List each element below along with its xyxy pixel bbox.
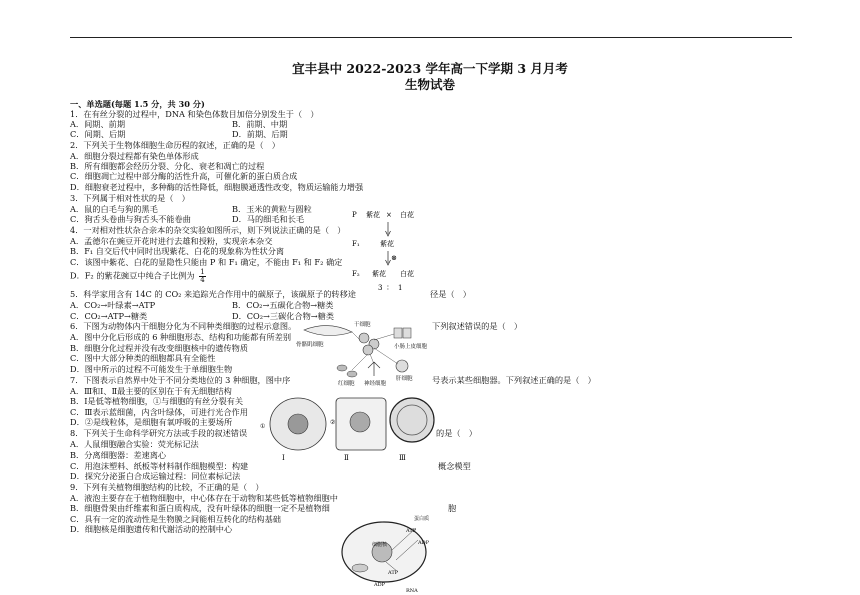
question-8-option-b: B．分离细胞器：差速离心 bbox=[70, 450, 167, 460]
label-neuron: 神经细胞 bbox=[364, 381, 387, 387]
question-4-option-b: B．F₁ 自交后代中同时出现紫花、白花的现象称为性状分离 bbox=[70, 246, 285, 256]
fraction-numerator: 1 bbox=[200, 268, 205, 276]
stem-cell-diagram bbox=[294, 318, 434, 388]
question-4-option-d-text: D．F₂ 的紫花豌豆中纯合子比例为 bbox=[70, 270, 195, 281]
question-5-stem-tail: 径是（ ） bbox=[430, 289, 471, 299]
question-9-option-d: D．细胞核是细胞遗传和代谢活动的控制中心 bbox=[70, 524, 233, 534]
label-protein: 蛋白质 bbox=[414, 516, 430, 522]
label-rna: RNA bbox=[406, 588, 418, 594]
label-cell-three: Ⅲ bbox=[399, 454, 406, 462]
cross-symbol: × bbox=[386, 211, 392, 219]
question-2-option-d: D．细胞衰老过程中，多种酶的活性降低，细胞膜通透性改变，物质运输能力增强 bbox=[70, 182, 364, 192]
question-6-option-c: C．图中大部分种类的细胞都具有全能性 bbox=[70, 353, 216, 363]
question-9-option-c: C．具有一定的流动性是生物膜之间能相互转化的结构基础 bbox=[70, 514, 281, 524]
question-3-stem: 3．下列属于相对性状的是（ ） bbox=[70, 193, 190, 203]
liver-cell bbox=[396, 360, 408, 372]
question-6-stem: 6．下图为动物体内干细胞分化为不同种类细胞的过程示意图。 bbox=[70, 321, 297, 331]
question-5-option-c: C．CO₂→ATP→糖类 bbox=[70, 311, 148, 321]
cell-one-nucleus bbox=[288, 414, 308, 434]
label-cell-one: Ⅰ bbox=[282, 454, 285, 462]
plant-cell-diagram bbox=[326, 510, 444, 594]
question-9-stem: 9．下列有关植物细胞结构的比较，不正确的是（ ） bbox=[70, 482, 264, 492]
ratio-left: 3 bbox=[378, 284, 383, 292]
f2-white: 白花 bbox=[400, 270, 414, 278]
question-7-option-c: C．Ⅲ表示蓝细菌，内含叶绿体，可进行光合作用 bbox=[70, 407, 248, 417]
question-1-stem: 1．在有丝分裂的过程中，DNA 和染色体数目加倍分别发生于（ ） bbox=[70, 109, 319, 119]
question-8-stem-tail: 的是（ ） bbox=[436, 428, 477, 438]
stem-cell-c bbox=[363, 345, 373, 355]
label-circled-2: ② bbox=[330, 419, 336, 426]
muscle-cell-shape bbox=[304, 326, 352, 336]
red-cell-2 bbox=[347, 371, 357, 377]
question-7-stem-tail: 号表示某些细胞器。下列叙述正确的是（ ） bbox=[432, 375, 596, 385]
question-9-option-a: A．液泡主要存在于植物细胞中，中心体存在于动物和某些低等植物细胞中 bbox=[70, 493, 338, 503]
cross-purple: 紫花 bbox=[366, 211, 380, 219]
question-8-option-c-tail: 概念模型 bbox=[438, 461, 471, 471]
question-7-option-a: A．Ⅲ和Ⅰ、Ⅱ最主要的区别在于有无细胞结构 bbox=[70, 386, 232, 396]
question-5-stem: 5．科学家用含有 14C 的 CO₂ 来追踪光合作用中的碳原子，该碳原子的转移途 bbox=[70, 289, 356, 299]
label-atp-1: ATP bbox=[406, 528, 417, 534]
label-cell-two: Ⅱ bbox=[344, 454, 349, 462]
question-7-option-b: B．Ⅰ是低等植物细胞，①与细胞的有丝分裂有关 bbox=[70, 396, 244, 406]
question-4-option-a: A．孟德尔在豌豆开花时进行去雄和授粉，实现亲本杂交 bbox=[70, 236, 273, 246]
question-1-option-d: D．前期、后期 bbox=[232, 129, 288, 139]
question-6-stem-tail: 下列叙述错误的是（ ） bbox=[432, 321, 523, 331]
question-9-option-b: B．细胞骨架由纤维素和蛋白质构成，没有叶绿体的细胞一定不是植物细 bbox=[70, 503, 330, 513]
question-2-stem: 2．下列关于生物体细胞生命历程的叙述，正确的是（ ） bbox=[70, 140, 280, 150]
question-6-option-b: B．细胞分化过程并没有改变细胞核中的遗传物质 bbox=[70, 343, 248, 353]
fraction-denominator: 4 bbox=[200, 276, 205, 284]
red-cell-1 bbox=[337, 365, 347, 371]
cross-diagram bbox=[350, 206, 450, 302]
exam-title: 宜丰县中 2022-2023 学年高一下学期 3 月月考 bbox=[292, 61, 568, 76]
label-liver-cell: 肝细胞 bbox=[396, 376, 413, 382]
label-adp-2: ADP bbox=[374, 582, 385, 588]
question-5-option-a: A．CO₂→叶绿素→ATP bbox=[70, 300, 156, 310]
label-stem-cell: 干细胞 bbox=[354, 322, 371, 328]
ratio-separator: ∶ bbox=[387, 284, 389, 292]
question-3-option-a: A．鼠的白毛与狗的黑毛 bbox=[70, 204, 158, 214]
question-7-option-d: D．②是线粒体，是细胞有氧呼吸的主要场所 bbox=[70, 417, 233, 427]
header-rule bbox=[70, 37, 792, 38]
question-1-option-c: C．间期、后期 bbox=[70, 129, 126, 139]
f1-trait: 紫花 bbox=[380, 240, 394, 248]
cell-types-diagram bbox=[258, 390, 436, 464]
label-intestine-cell: 小肠上皮细胞 bbox=[394, 344, 428, 350]
f2-label: F₂ bbox=[352, 270, 360, 278]
cross-white: 白花 bbox=[400, 211, 414, 219]
fraction bbox=[199, 269, 205, 284]
question-8-option-d: D．探究分泌蛋白合成运输过程：同位素标记法 bbox=[70, 471, 241, 481]
section-heading: 一、单选题(每题 1.5 分，共 30 分) bbox=[70, 99, 205, 109]
label-atp-2: ATP bbox=[388, 570, 399, 576]
question-2-option-b: B．所有细胞都会经历分裂、分化、衰老和凋亡的过程 bbox=[70, 161, 265, 171]
f2-purple: 紫花 bbox=[372, 270, 386, 278]
question-2-option-c: C．细胞凋亡过程中部分酶的活性升高，可催化新的蛋白质合成 bbox=[70, 171, 298, 181]
intestine-cell-1 bbox=[394, 328, 402, 338]
cell-two-nucleus bbox=[350, 412, 370, 432]
label-muscle-cell: 骨骼肌细胞 bbox=[296, 342, 324, 348]
organelle-shape bbox=[352, 564, 368, 572]
question-4-option-d bbox=[70, 269, 206, 284]
question-8-option-c: C．用泡沫塑料、纸板等材料制作细胞模型：构建 bbox=[70, 461, 249, 471]
stem-cell-a bbox=[359, 333, 369, 343]
question-3-option-b: B．玉米的黄粒与圆粒 bbox=[232, 204, 312, 214]
question-2-option-a: A．细胞分裂过程都有染色单体形成 bbox=[70, 151, 199, 161]
neuron-shape bbox=[368, 362, 380, 376]
intestine-cell-2 bbox=[403, 328, 411, 338]
exam-subtitle: 生物试卷 bbox=[404, 77, 455, 92]
question-7-stem: 7．下图表示自然界中处于不同分类地位的 3 种细胞，图中序 bbox=[70, 375, 291, 385]
label-adp-1: ADP bbox=[418, 540, 429, 546]
question-8-stem: 8．下列关于生命科学研究方法或手段的叙述错误 bbox=[70, 428, 248, 438]
f1-label: F₁ bbox=[352, 240, 360, 248]
question-5-option-b: B．CO₂→五碳化合物→糖类 bbox=[232, 300, 334, 310]
question-9-option-b-tail: 胞 bbox=[448, 503, 457, 513]
question-5-option-d: D．CO₂→三碳化合物→糖类 bbox=[232, 311, 335, 321]
label-red-cell: 红细胞 bbox=[338, 381, 355, 387]
selfing-symbol: ⊗ bbox=[391, 254, 397, 262]
cross-p-label: P bbox=[352, 211, 357, 219]
label-nucleus: 细胞核 bbox=[372, 542, 388, 548]
label-circled-1: ① bbox=[260, 423, 266, 430]
question-1-option-a: A．间期、前期 bbox=[70, 119, 126, 129]
question-3-option-d: D．马的细毛和长毛 bbox=[232, 214, 305, 224]
question-6-option-a: A．图中分化后形成的 6 种细胞形态、结构和功能都有所差别 bbox=[70, 332, 292, 342]
question-4-option-c: C．该图中紫花、白花的显隐性只能由 P 和 F₁ 确定，不能由 F₁ 和 F₂ 确定 bbox=[70, 257, 343, 267]
question-4-stem: 4．一对相对性状杂合亲本的杂交实验如图所示，则下列说法正确的是（ ） bbox=[70, 225, 346, 235]
question-1-option-b: B．前期、中期 bbox=[232, 119, 288, 129]
question-6-option-d: D．图中所示的过程不可能发生于单细胞生物 bbox=[70, 364, 233, 374]
question-8-option-a: A．人鼠细胞融合实验：荧光标记法 bbox=[70, 439, 199, 449]
ratio-right: 1 bbox=[398, 284, 403, 292]
question-3-option-c: C．狗舌头卷曲与狗舌头不能卷曲 bbox=[70, 214, 191, 224]
